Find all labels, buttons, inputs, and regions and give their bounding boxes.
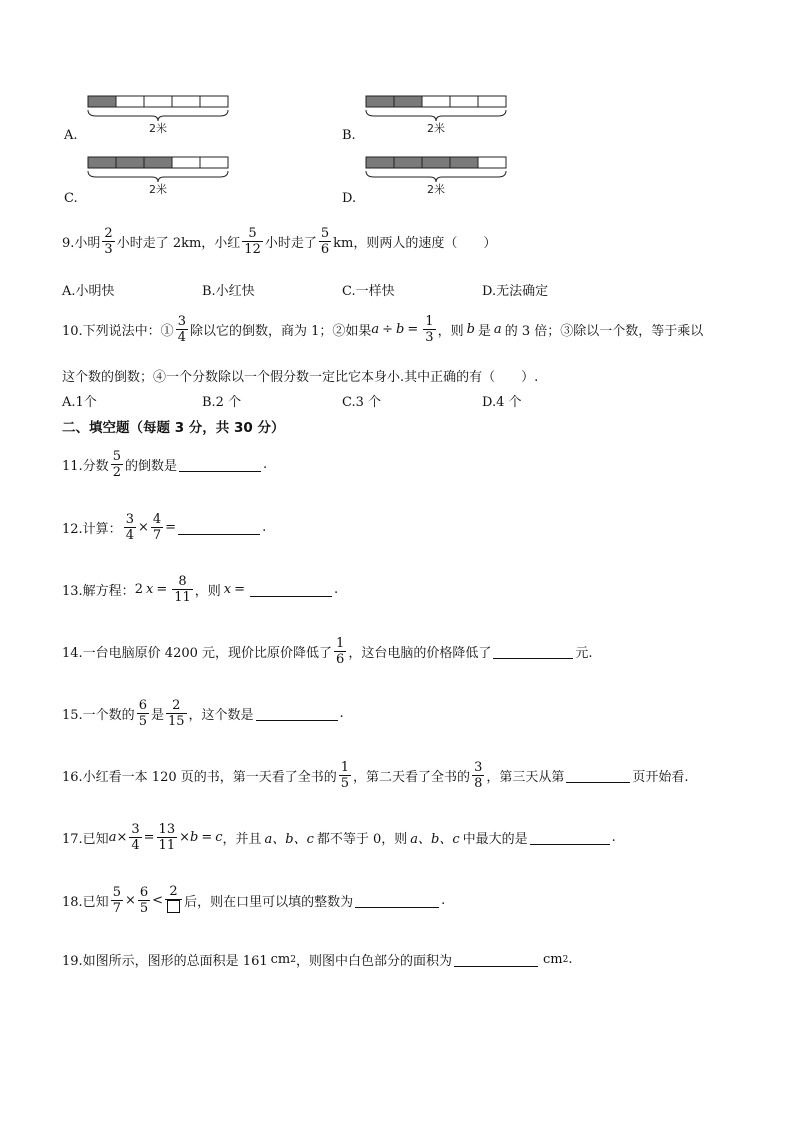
empty-cell [422,96,450,107]
option-diagram-c[interactable] [62,155,242,205]
q16-mid: ，第二天看了全书的 [353,770,471,785]
q17-mid2: 都不等于 0，则 [316,832,408,847]
q9-option-a[interactable]: A.小明快 [62,284,115,299]
bar-diagram-b [340,94,520,144]
fraction: $\frac{1}{6}$ [336,636,345,667]
fraction: $\frac{2}{3}$ [104,226,113,257]
fraction-with-box: 2 [165,884,182,917]
q9-option-c[interactable]: C.一样快 [342,284,395,299]
equals-sign: = [234,582,246,597]
q18-prefix: 18.已知 [62,895,109,910]
unit: cm [542,952,563,967]
fraction: $\frac{3}{4}$ [131,822,140,853]
var-x: x [145,582,154,597]
fraction: $\frac{4}{7}$ [152,512,162,543]
fraction: $\frac{2}{15}$ [167,698,185,729]
question-11 [62,449,267,480]
q11-prefix: 11.分数 [62,459,109,474]
period: . [262,457,268,472]
period: . [334,582,339,597]
shaded-cell [88,96,116,107]
length-label: 2米 [427,122,445,135]
var-b: b [190,830,199,845]
answer-blank[interactable] [178,520,260,535]
option-diagram-b[interactable] [340,94,520,144]
period: . [568,952,573,967]
fraction: $\frac{6}{5}$ [138,698,147,729]
fraction: $\frac{1}{3}$ [425,314,434,345]
var-a: a [371,322,380,337]
q13-mid: ，则 [194,584,221,599]
empty-cell [116,96,144,107]
var-b: b [396,322,405,337]
q9-mid1: 小时走了 2km，小红 [116,236,241,251]
bar-diagram-c [62,155,242,205]
empty-cell [450,96,478,107]
bar-diagram-a [62,94,242,144]
q10-mid4: 的 3 倍；③除以一个数，等于乘以 [504,324,704,339]
empty-cell [172,96,200,107]
q9-suffix: km，则两人的速度（ ） [333,236,497,251]
option-diagram-d[interactable] [340,155,520,205]
period: . [339,706,344,721]
brace [88,110,228,121]
fraction: $\frac{5}{12}$ [244,226,261,257]
q16-suffix: ，第三天从第 [486,770,565,785]
vars-abc: a、b、c [410,832,460,847]
fraction: $\frac{3}{4}$ [177,314,186,345]
times-sign: × [137,520,149,535]
q15-mid: 是 [150,708,164,723]
q17-suffix: 中最大的是 [462,832,528,847]
q15-prefix: 15.一个数的 [62,708,135,723]
q15-suffix: ，这个数是 [188,708,254,723]
brace [366,171,506,182]
empty-cell [200,96,228,107]
divide-sign: ÷ [382,322,394,337]
shaded-cell [144,157,172,168]
q14-prefix: 14.一台电脑原价 4200 元，现价比原价降低了 [62,646,333,661]
empty-cell [478,157,506,168]
q18-mid: 后，则在口里可以填的整数为 [184,895,354,910]
q19-prefix: 19.如图所示，图形的总面积是 161 [62,954,268,969]
var-x: x [223,582,232,597]
option-label-b: B. [342,128,356,143]
equals-sign: = [143,830,155,845]
q9-mid2: 小时走了 [264,236,317,251]
equals-sign: = [407,322,419,337]
question-12 [62,512,266,543]
fraction: $\frac{5}{7}$ [112,885,121,916]
shaded-cell [88,157,116,168]
q9-option-b[interactable]: B.小红快 [202,284,255,299]
times-sign: × [179,830,190,845]
fraction: $\frac{3}{8}$ [474,760,483,791]
question-10 [62,314,703,345]
q10-option-b[interactable]: B.2 个 [202,395,242,410]
empty-cell [144,96,172,107]
question-16 [62,760,689,791]
equals-sign: = [165,520,177,535]
q14-mid: ，这台电脑的价格降低了 [348,646,492,661]
fraction: $\frac{6}{5}$ [139,885,149,916]
empty-cell [200,157,228,168]
q17-mid: ，并且 [222,832,262,847]
fraction: $\frac{5}{2}$ [112,449,121,480]
q9-prefix: 9.小明 [62,236,101,251]
option-label-c: C. [64,191,78,206]
fraction: $\frac{8}{11}$ [174,574,191,605]
period: . [611,830,616,845]
length-label: 2米 [149,122,167,135]
less-than-sign: < [152,893,164,908]
times-sign: × [124,893,136,908]
answer-blank[interactable] [530,830,610,845]
q11-suffix: 的倒数是 [124,459,177,474]
vars-abc: a、b、c [264,832,314,847]
superscript: 2 [562,954,569,965]
q9-option-d[interactable]: D.无法确定 [482,284,549,299]
brace [366,110,506,121]
question-9 [62,226,496,257]
q19-mid: ，则图中白色部分的面积为 [295,954,452,969]
shaded-cell [116,157,144,168]
var-c: c [215,830,223,845]
var-a: a [108,830,117,845]
q17-prefix: 17.已知 [62,832,109,847]
length-label: 2米 [427,183,445,196]
q10-option-a[interactable]: A.1个 [62,395,97,410]
fraction: $\frac{3}{4}$ [125,512,134,543]
empty-cell [478,96,506,107]
q12-prefix: 12.计算： [62,522,122,537]
answer-blank[interactable] [493,644,573,659]
q13-prefix: 13.解方程： [62,584,135,599]
period: . [441,893,446,908]
coefficient: 2 [134,582,143,597]
superscript: 2 [290,954,296,965]
shaded-cell [394,157,422,168]
shaded-cell [366,157,394,168]
q14-end: 元. [575,646,593,661]
period: . [262,520,267,535]
bar-diagram-d [340,155,520,205]
fraction: $\frac{1}{5}$ [340,760,350,791]
q10-line2: 这个数的倒数；④一个分数除以一个假分数一定比它本身小.其中正确的有（ ）. [62,370,539,385]
answer-blank[interactable] [355,893,439,908]
answer-blank[interactable] [250,582,332,597]
q10-mid3: 是 [477,324,491,339]
shaded-cell [450,157,478,168]
question-19 [62,950,572,969]
var-b: b [466,322,475,337]
answer-blank[interactable] [179,457,261,472]
answer-blank[interactable] [566,768,630,783]
equals-sign: = [201,830,213,845]
q10-mid1: 除以它的倒数，商为 1；②如果 [189,324,372,339]
question-15 [62,698,344,729]
q10-prefix: 10.下列说法中：① [62,324,174,339]
option-label-d: D. [342,191,357,206]
shaded-cell [366,96,394,107]
option-diagram-a[interactable] [62,94,242,144]
var-a: a [493,322,502,337]
equals-sign: = [156,582,168,597]
answer-blank[interactable] [454,952,538,967]
q10-mid2: ，则 [437,324,464,339]
q16-end: 页开始看. [632,770,689,785]
answer-blank[interactable] [256,706,338,721]
fraction: $\frac{13}{11}$ [158,822,176,853]
q16-prefix: 16.小红看一本 120 页的书，第一天看了全书的 [62,770,337,785]
times-sign: × [116,830,128,845]
question-17 [62,822,616,853]
fraction: $\frac{5}{6}$ [320,226,330,257]
question-18 [62,884,445,917]
question-13 [62,574,338,605]
q10-option-c[interactable]: C.3 个 [342,395,382,410]
length-label: 2米 [149,183,167,196]
brace [88,171,228,182]
shaded-cell [422,157,450,168]
q10-option-d[interactable]: D.4 个 [482,395,522,410]
unit: cm [270,952,291,967]
box-placeholder[interactable] [167,900,180,913]
section-title: 二、填空题（每题 3 分，共 30 分） [62,420,285,436]
empty-cell [172,157,200,168]
shaded-cell [394,96,422,107]
option-label-a: A. [64,128,78,143]
question-14 [62,636,592,667]
